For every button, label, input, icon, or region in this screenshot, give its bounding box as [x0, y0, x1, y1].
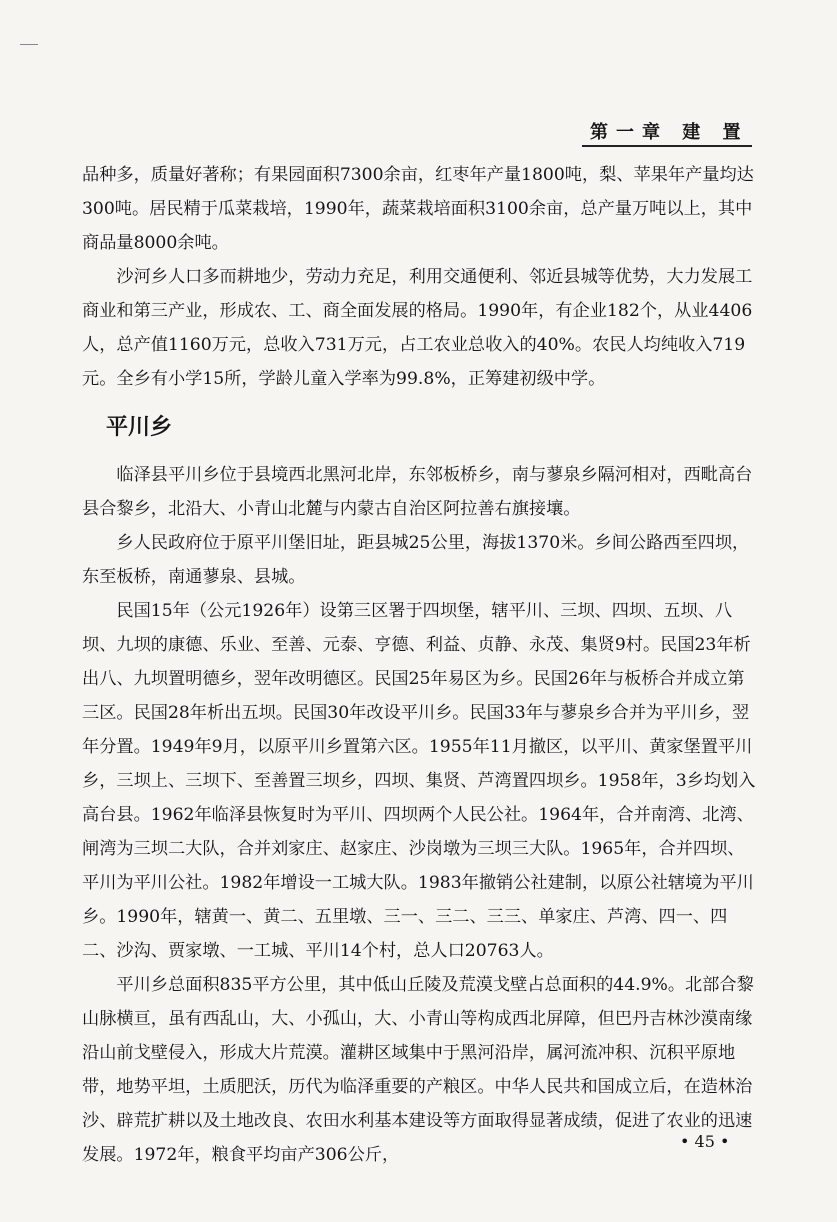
paragraph-1: 品种多，质量好著称；有果园面积7300余亩，红枣年产量1800吨，梨、苹果年产量均达300吨。居民精于瓜菜栽培，1990年，蔬菜栽培面积3100余亩，总产量万吨以上，其中商品量8000余吨。: [82, 165, 754, 253]
paragraph-3: 临泽县平川乡位于县境西北黑河北岸，东邻板桥乡，南与蓼泉乡隔河相对，西毗高台县合黎乡，北沿大、小青山北麓与内蒙古自治区阿拉善右旗接壤。: [82, 465, 753, 519]
page-number: • 45 •: [680, 1132, 730, 1151]
paragraph-4: 乡人民政府位于原平川堡旧址，距县城25公里，海拔1370米。乡间公路西至四坝，东至板桥，南通蓼泉、县城。: [82, 533, 750, 587]
paragraph-6: 平川乡总面积835平方公里，其中低山丘陵及荒漠戈壁占总面积的44.9%。北部合黎山脉横亘，虽有西乱山，大、小孤山，大、小青山等构成西北屏障，但巴丹吉林沙漠南缘沿山前戈壁侵入，形成大片荒漠。灌耕区域集中于黑河沿岸，属河流冲积、沉积平原地带，地势平坦，土质肥沃，历代为临泽重要的产粮区。中华人民共和国成立后，在造林治沙、辟荒扩耕以及土地改良、农田水利基本建设等方面取得显著成绩，促进了农业的迅速发展。1972年，粮食平均亩产306公斤，: [82, 975, 754, 1165]
header-rule: [582, 145, 752, 147]
scan-mark: [20, 44, 38, 45]
body-text: [82, 158, 758, 1172]
paragraph-5: 民国15年（公元1926年）设第三区署于四坝堡，辖平川、三坝、四坝、五坝、八坝、九坝的康德、乐业、至善、元泰、亨德、利益、贞静、永茂、集贤9村。民国23年析出八、九坝置明德乡，翌年改明德区。民国25年易区为乡。民国26年与板桥合并成立第三区。民国28年析出五坝。民国30年改设平川乡。民国33年与蓼泉乡合并为平川乡，翌年分置。1949年9月，以原平川乡置第六区。1955年11月撤区，以平川、黄家堡置平川乡，三坝上、三坝下、至善置三坝乡，四坝、集贤、芦湾置四坝乡。1958年，3乡均划入高台县。1962年临泽县恢复时为平川、四坝两个人民公社。1964年，合并南湾、北湾、闸湾为三坝二大队，合并刘家庄、赵家庄、沙岗墩为三坝三大队。1965年，合并四坝、平川为平川公社。1982年增设一工城大队。1983年撤销公社建制，以原公社辖境为平川乡。1990年，辖黄一、黄二、五里墩、三一、三二、三三、单家庄、芦湾、四一、四二、沙沟、贾家墩、一工城、平川14个村，总人口20763人。: [82, 601, 756, 961]
section-title: 平川乡: [106, 415, 173, 440]
chapter-header: 第一章 建 置: [590, 122, 749, 143]
paragraph-2: 沙河乡人口多而耕地少，劳动力充足，利用交通便利、邻近县城等优势，大力发展工商业和第三产业，形成农、工、商全面发展的格局。1990年，有企业182个，从业4406人，总产值1160万元，总收入731万元，占工农业总收入的40%。农民人均纯收入719元。全乡有小学15所，学龄儿童入学率为99.8%，正筹建初级中学。: [82, 267, 753, 389]
